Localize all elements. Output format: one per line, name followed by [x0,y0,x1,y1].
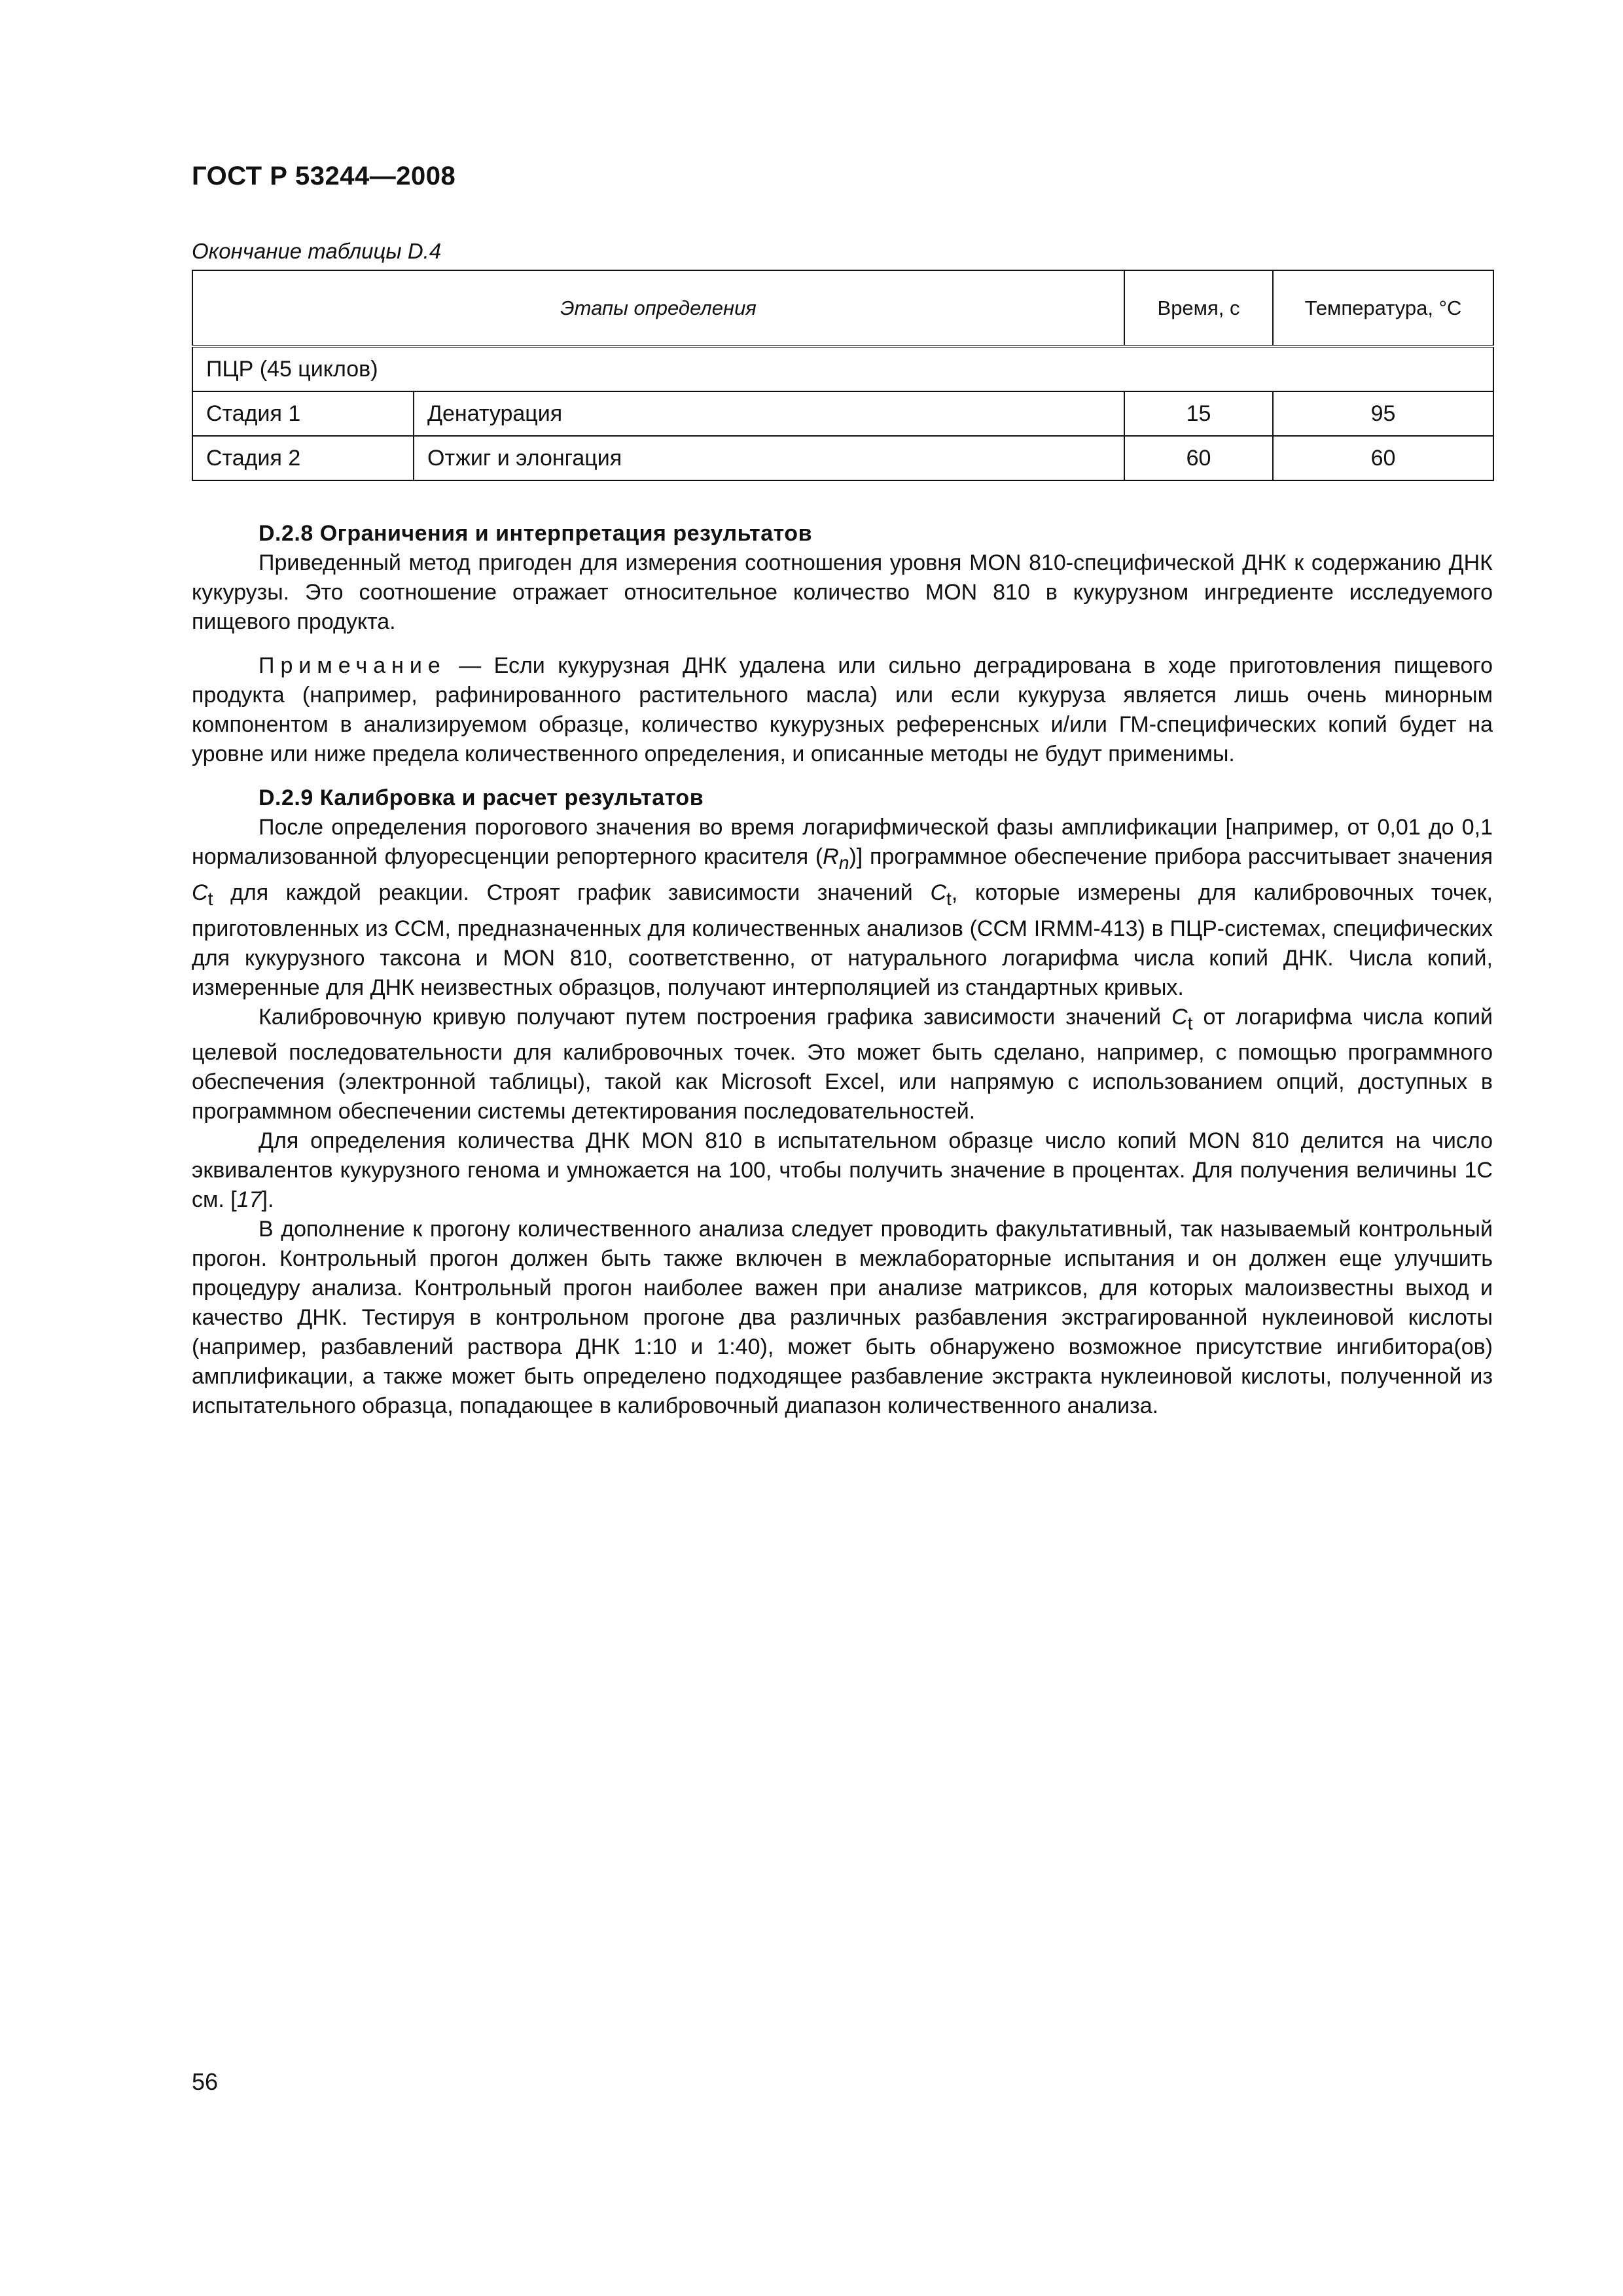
temperature-cell: 60 [1273,436,1493,480]
page-number: 56 [192,2068,219,2095]
table-header-row [192,270,1493,346]
temperature-cell: 95 [1273,391,1493,436]
section-heading-d29: D.2.9 Калибровка и расчет результатов [259,785,704,810]
header-temperature: Температура, °С [1273,270,1493,346]
table-row [192,346,1493,391]
table-row [192,391,1493,436]
paragraph: Калибровочную кривую получают путем построения графика зависимости значений $C_t$ от логарифма числа копий целевой последовательности для калибровочных точек. Это может быть сделано, например, с помощью программного обеспечения (электронной таблицы), такой как Microsoft Excel, или напрямую с использованием опций, доступных в программном обеспечении системы детектирования последовательностей. [192,1004,1493,1124]
note-paragraph [192,651,1493,769]
time-cell: 60 [1124,436,1273,480]
note-label: Примечание [259,653,446,678]
section-heading-d28: D.2.8 Ограничения и интерпретация результатов [259,521,812,546]
bibliography-reference: 17 [236,1187,262,1213]
table-row [192,436,1493,480]
step-cell: Отжиг и элонгация [414,436,1124,480]
note-text: — Если кукурузная ДНК удалена или сильно деградирована в ходе приготовления пищевого продукта (например, рафинированного растительного масла) или если кукуруза является лишь очень минорным компонентом в анализируемом образце, количество кукурузных референсных и/или ГМ-специфических копий будет на уровне или ниже предела количественного определения, и описанные методы не будут применимы. [192,653,1493,766]
table-caption: Окончание таблицы D.4 [192,239,442,263]
paragraph: После определения порогового значения во время логарифмической фазы амплификации [например, от 0,01 до 0,1 нормализованной флуоресценции репортерного красителя $(R_n)$] программное обеспечение прибора рассчитывает значения $C_t$ для каждой реакции. Строят график зависимости значений $C_t$, которые измерены для калибровочных точек, приготовленных из ССМ, предназначенных для количественных анализов (ССМ IRMM-413) в ПЦР-системах, специфических для кукурузного таксона и MON 810, соответственно, от натурального логарифма числа копий ДНК. Числа копий, измеренные для ДНК неизвестных образцов, получают интерполяцией из стандартных кривых. [192,815,1493,1000]
paragraph: В дополнение к прогону количественного анализа следует проводить факультативный, так называемый контрольный прогон. Контрольный прогон должен быть также включен в межлабораторные испытания и он должен еще улучшить процедуру анализа. Контрольный прогон наиболее важен при анализе матриксов, для которых малоизвестны выход и качество ДНК. Тестируя в контрольном прогоне два различных разбавления экстрагированной нуклеиновой кислоты (например, разбавлений раствора ДНК 1:10 и 1:40), может быть обнаружено возможное присутствие ингибитора(ов) амплификации, а также может быть определено подходящее разбавление экстракта нуклеиновой кислоты, полученной из испытательного образца, попадающее в калибровочный диапазон количественного анализа. [192,1217,1493,1419]
paragraph: Приведенный метод пригоден для измерения соотношения уровня MON 810-специфической ДНК к содержанию ДНК кукурузы. Это соотношение отражает относительное количество MON 810 в кукурузном ингредиенте исследуемого пищевого продукта. [192,550,1493,634]
group-label-cell: ПЦР (45 циклов) [192,346,1493,391]
stage-cell: Стадия 1 [192,391,414,436]
step-cell: Денатурация [414,391,1124,436]
document-header: ГОСТ Р 53244—2008 [192,162,456,190]
header-stages: Этапы определения [192,270,1124,346]
header-time: Время, с [1124,270,1273,346]
stage-cell: Стадия 2 [192,436,414,480]
time-cell: 15 [1124,391,1273,436]
paragraph: Для определения количества ДНК MON 810 в испытательном образце число копий MON 810 делится на число эквивалентов кукурузного генома и умножается на 100, чтобы получить значение в процентах. Для получения величины 1С см. [17]. [192,1128,1493,1213]
document-body [192,519,1493,1421]
stages-table [192,270,1494,481]
